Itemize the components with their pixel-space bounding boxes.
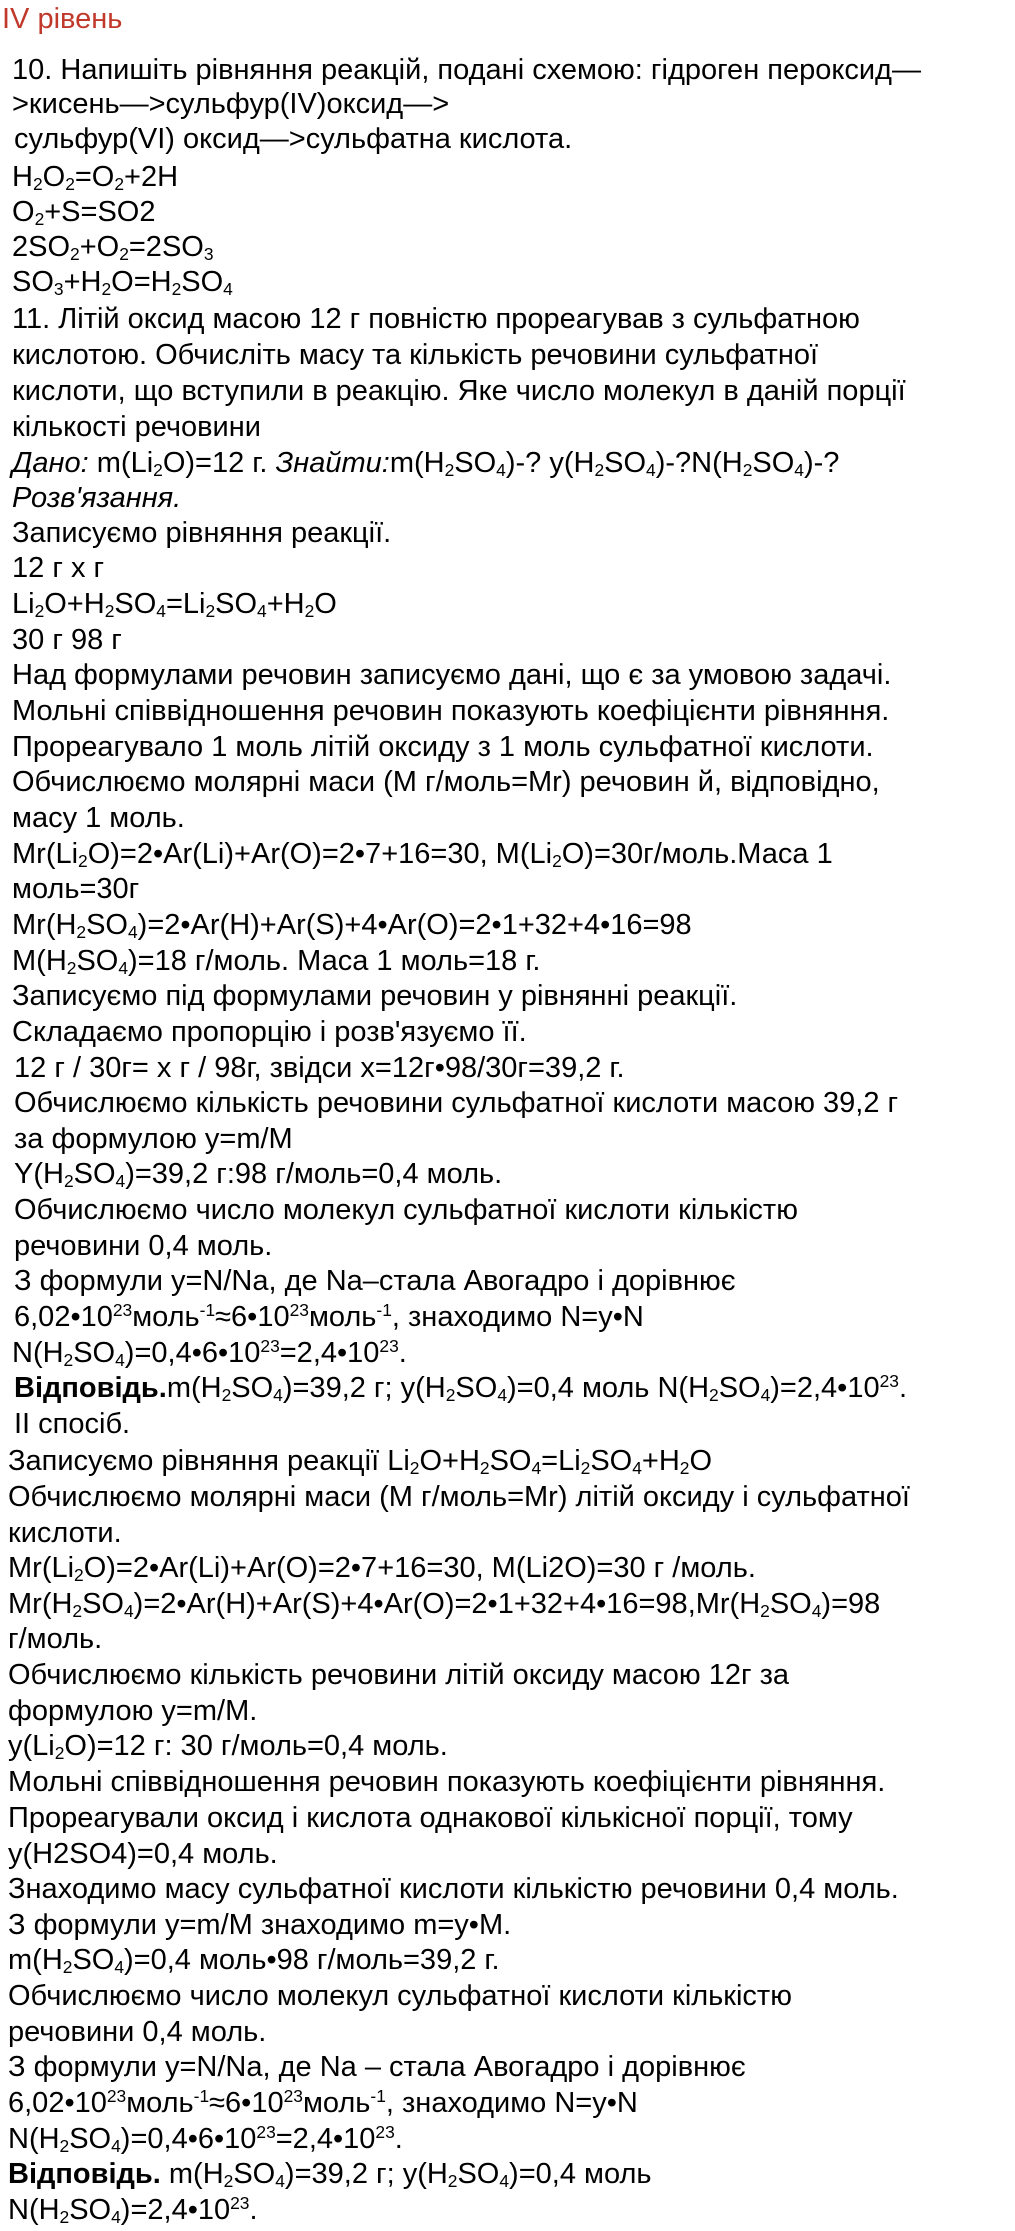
text-segment: моль=30г (12, 873, 140, 905)
text-segment: 4 (760, 1385, 771, 1406)
text-segment: =2SO (128, 231, 204, 263)
text-segment: 2 (59, 2207, 70, 2228)
text-segment: Відповідь. (8, 2158, 161, 2190)
text-segment: SO (76, 945, 119, 977)
text-segment: 2 (709, 1385, 719, 1406)
text-segment: Складаємо пропорцію і розв'язуємо її. (12, 1016, 527, 1048)
text-segment: 4 (499, 2171, 510, 2192)
text-line (8, 1550, 756, 1589)
text-segment: SO (86, 909, 128, 941)
text-segment: Обчислюємо молярні маси (M г/моль=Mr) речовин й, відповідно, (12, 766, 880, 798)
text-segment: сульфур(VI) оксид—>сульфатна кислота. (14, 123, 573, 155)
text-segment: 2 (679, 1458, 690, 1479)
text-segment: Мольні співвідношення речовин показують коефіцієнти рівняння. (8, 1766, 886, 1798)
text-segment: SO (752, 447, 795, 479)
text-line (8, 1479, 910, 1515)
text-segment: 2 (101, 279, 112, 300)
text-line (12, 52, 921, 88)
text-segment: 4 (128, 922, 138, 943)
text-segment: )=2,4•10 (770, 1372, 880, 1404)
text-segment: 4 (531, 1458, 542, 1479)
text-segment: 4 (156, 601, 166, 622)
text-line (14, 1192, 798, 1228)
text-segment: 3 (203, 244, 214, 265)
text-segment: 4 (115, 1350, 125, 1371)
text-segment: SO (12, 266, 54, 298)
text-line (8, 2156, 651, 2195)
text-line (12, 1335, 407, 1374)
text-segment: O (689, 1445, 713, 1477)
text-segment: )=2,4•10 (120, 2194, 231, 2226)
text-segment: y(H2SO4)=0,4 моль. (8, 1838, 278, 1870)
text-line (12, 409, 261, 445)
text-segment: Mr(H (8, 1588, 73, 1620)
text-segment: M(H (12, 945, 67, 977)
text-segment: 4 (257, 601, 267, 622)
text-segment: Над формулами речовин записуємо дані, що є за умовою задачі. (12, 659, 892, 691)
text-segment: 12 г / 30г= х г / 98г, звідси х=12г•98/30г=39,2 г. (14, 1052, 625, 1084)
text-segment: , знаходимо N=y•N (385, 2087, 638, 2119)
text-line (8, 1871, 899, 1907)
text-line (12, 657, 891, 693)
text-line (12, 871, 139, 907)
text-segment: O)=30г/моль.Маса 1 (561, 838, 833, 870)
text-segment: O)=12 г. (162, 447, 276, 479)
text-line (12, 445, 839, 484)
text-segment: кислоти, що вступили в реакцію. Яке число молекул в даній порції (12, 375, 906, 407)
text-segment: З формули y=m/M знаходимо m=y•M. (8, 1909, 512, 1941)
text-segment: 2 (34, 209, 45, 230)
text-segment: y(Li (8, 1730, 55, 1762)
text-line (8, 1907, 511, 1943)
text-segment: 2 (580, 1458, 591, 1479)
text-segment: 3 (53, 279, 64, 300)
text-segment: 4 (632, 1458, 642, 1479)
text-segment: 23 (106, 2086, 127, 2107)
text-segment: Прореагували оксид і кислота однакової кількісної порції, тому (8, 1802, 853, 1834)
text-segment: г/моль. (8, 1623, 103, 1655)
text-line (12, 515, 391, 551)
text-segment: SO (231, 1372, 274, 1404)
text-line (8, 1728, 448, 1767)
text-line (14, 121, 572, 157)
text-segment: O (12, 196, 35, 228)
text-line (8, 1443, 712, 1482)
text-segment: 4 (118, 958, 129, 979)
text-segment: речовини 0,4 моль. (14, 1230, 273, 1262)
text-segment: >кисень—>сульфур(IV)оксид—> (12, 88, 450, 120)
text-segment: 2 (479, 1458, 490, 1479)
level-heading: IV рівень (2, 3, 123, 35)
text-segment: масу 1 моль. (12, 802, 185, 834)
text-segment: ≈6•10 (215, 1301, 290, 1333)
text-segment: 2 (54, 1743, 65, 1764)
text-segment: SO (215, 588, 258, 620)
text-line (8, 2192, 258, 2231)
text-segment: 2 (104, 601, 115, 622)
text-segment: Mr(Li (8, 1552, 75, 1584)
text-segment: 4 (275, 2171, 285, 2192)
text-segment: 4 (811, 1601, 822, 1622)
text-segment: Обчислюємо число молекул сульфатної кислоти кількістю (14, 1194, 798, 1226)
text-segment: 4 (115, 1171, 126, 1192)
text-segment: 2 (62, 1957, 73, 1978)
text-segment: +O (79, 231, 120, 263)
text-segment: =Li (541, 1445, 581, 1477)
text-segment: )-? y(H (505, 447, 595, 479)
text-segment: SO (82, 1588, 124, 1620)
text-segment: Y(H (14, 1158, 64, 1190)
text-segment: Записуємо під формулами речовин у рівнянні реакції. (12, 980, 738, 1012)
text-line (14, 1370, 907, 1409)
text-segment: SO (233, 2158, 276, 2190)
text-line (14, 1263, 736, 1299)
text-segment: SO (72, 1944, 115, 1976)
text-line (12, 480, 181, 516)
text-segment: )=39,2 г; y(H (284, 2158, 448, 2190)
text-segment: Дано: (12, 447, 89, 479)
text-segment: З формули y=N/Na, де Na–стала Авогадро і дорівнює (14, 1265, 736, 1297)
text-segment: O=H (111, 266, 172, 298)
text-line (8, 1586, 880, 1625)
text-segment: Обчислюємо молярні маси (M г/моль=Mr) літій оксиду і сульфатної (8, 1481, 910, 1513)
text-segment: моль (302, 2087, 371, 2119)
text-segment: 2 (447, 2171, 458, 2192)
text-segment: SO (454, 447, 497, 479)
text-line (8, 1978, 792, 2014)
text-segment: 23 (879, 1371, 899, 1392)
text-line (12, 1014, 527, 1050)
text-segment: 2 (65, 174, 75, 195)
text-segment: кількості речовини (12, 411, 261, 443)
text-segment: Записуємо рівняння реакції Li (8, 1445, 410, 1477)
text-segment: ІІ спосіб. (14, 1408, 131, 1440)
text-segment: )=0,4 моль N(H (506, 1372, 710, 1404)
text-segment: +S=SO2 (44, 196, 156, 228)
text-segment: Li (12, 588, 35, 620)
text-segment: 2 (409, 1458, 420, 1479)
text-segment: O)=12 г: 30 г/моль=0,4 моль. (64, 1730, 448, 1762)
text-line (14, 1299, 644, 1338)
text-segment: кислотою. Обчисліть масу та кількість речовини сульфатної (12, 339, 819, 371)
text-segment: Mr(Li (12, 838, 79, 870)
text-segment: 2 (594, 460, 605, 481)
text-segment: 2 (74, 1565, 84, 1586)
text-segment: )=98 (821, 1588, 881, 1620)
text-segment: Записуємо рівняння реакції. (12, 517, 392, 549)
text-segment: 2 (72, 1601, 83, 1622)
text-segment: O+H (44, 588, 105, 620)
text-segment: Знайти: (275, 447, 390, 479)
text-segment: =2,4•10 (279, 1337, 380, 1369)
text-segment: SO (455, 1372, 498, 1404)
text-segment: 2 (66, 958, 77, 979)
text-line (12, 86, 449, 122)
text-segment: 2 (119, 244, 129, 265)
text-segment: 2 (205, 601, 216, 622)
text-segment: 4 (794, 460, 804, 481)
text-segment: O+H (419, 1445, 480, 1477)
text-segment: )=0,4 моль•98 г/моль=39,2 г. (124, 1944, 500, 1976)
text-line (14, 1121, 293, 1157)
text-segment: 23 (260, 1336, 280, 1357)
text-segment: 2 (742, 460, 753, 481)
text-line (8, 1515, 122, 1551)
text-segment: 2 (76, 922, 87, 943)
text-segment: Розв'язання. (12, 482, 182, 514)
text-segment: SO (73, 1337, 116, 1369)
text-segment: 2 (78, 851, 88, 872)
text-segment: N(H (12, 1337, 64, 1369)
text-segment: Прореагувало 1 моль літій оксиду з 1 моль сульфатної кислоти. (12, 731, 874, 763)
text-segment: 4 (114, 1957, 125, 1978)
text-segment: Mr(H (12, 909, 77, 941)
text-line (14, 1406, 130, 1442)
text-line (12, 978, 737, 1014)
text-segment: )=0,4•6•10 (124, 1337, 261, 1369)
text-segment: . (249, 2194, 258, 2226)
text-segment: 2 (114, 174, 125, 195)
text-segment: SO (769, 1588, 812, 1620)
text-line (12, 693, 889, 729)
text-line (8, 2014, 266, 2050)
text-segment: )=0,4•6•10 (120, 2123, 257, 2155)
text-segment: речовини 0,4 моль. (8, 2016, 267, 2048)
text-segment: Знаходимо масу сульфатної кислоти кількістю речовини 0,4 моль. (8, 1873, 899, 1905)
text-segment: моль (126, 2087, 194, 2119)
text-line (14, 1085, 898, 1121)
text-segment: . (398, 1337, 407, 1369)
text-segment: 4 (111, 2207, 121, 2228)
text-segment: З формули y=N/Na, де Na – стала Авогадро і дорівнює (8, 2051, 746, 2083)
text-segment: 4 (111, 2136, 121, 2157)
text-segment: 4 (223, 279, 233, 300)
text-line (8, 1942, 500, 1981)
text-segment: 2 (444, 460, 455, 481)
text-line (12, 159, 178, 198)
text-segment: Відповідь. (14, 1372, 167, 1404)
text-segment: 2 (760, 1601, 770, 1622)
text-line (12, 301, 860, 337)
text-line (8, 2049, 746, 2085)
text-segment: 2 (171, 279, 182, 300)
text-segment: Обчислюємо кількість речовини сульфатної кислоти масою 39,2 г (14, 1087, 899, 1119)
text-segment: )=39,2 г; y(H (282, 1372, 446, 1404)
text-segment: SO (181, 266, 224, 298)
text-segment: 11. Літій оксид масою 12 г повністю прореагував з сульфатною (12, 303, 860, 335)
text-line (8, 2085, 638, 2124)
text-segment: )=0,4 моль (509, 2158, 652, 2190)
text-segment: 23 (375, 2122, 395, 2143)
text-segment: 2 (59, 2136, 70, 2157)
text-segment: моль (132, 1301, 200, 1333)
text-segment: =2,4•10 (275, 2123, 376, 2155)
text-line (12, 373, 906, 409)
text-segment: )=39,2 г:98 г/моль=0,4 моль. (125, 1158, 503, 1190)
text-segment: m(H (166, 1372, 222, 1404)
text-segment: 12 г х г (12, 552, 105, 584)
text-line (8, 1621, 102, 1657)
text-segment: H (12, 161, 33, 193)
text-segment: m(H (389, 447, 445, 479)
text-segment: SO (457, 2158, 500, 2190)
text-segment: 4 (497, 1385, 507, 1406)
text-line (12, 622, 122, 658)
text-segment: 2 (221, 1385, 232, 1406)
text-segment: )=18 г/моль. Маса 1 моль=18 г. (128, 945, 541, 977)
text-line (12, 943, 540, 982)
text-segment: -1 (376, 1300, 392, 1321)
text-segment: +H (63, 266, 102, 298)
text-line (12, 907, 692, 946)
text-line (12, 764, 880, 800)
text-segment: 2 (63, 1350, 74, 1371)
text-line (12, 550, 104, 586)
text-segment: 2 (34, 601, 45, 622)
text-segment: формулою y=m/M. (8, 1695, 258, 1727)
text-line (12, 729, 874, 765)
text-segment: m(H (8, 1944, 63, 1976)
text-segment: N(H (8, 2123, 60, 2155)
text-line (8, 1800, 853, 1836)
text-segment: 23 (289, 1300, 309, 1321)
text-segment: )-? (803, 447, 840, 479)
text-line (12, 194, 155, 233)
text-line (12, 337, 818, 373)
text-segment: 23 (379, 1336, 399, 1357)
text-segment: Обчислюємо кількість речовини літій оксиду масою 12г за (8, 1659, 790, 1691)
text-segment: m(H (160, 2158, 224, 2190)
text-segment: 4 (273, 1385, 283, 1406)
text-line (8, 1657, 789, 1693)
text-segment: +2H (124, 161, 179, 193)
text-segment: SO (114, 588, 157, 620)
text-line (12, 836, 833, 875)
text-segment: m(Li (88, 447, 154, 479)
text-segment: SO (590, 1445, 633, 1477)
text-line (12, 264, 233, 303)
text-segment: +H (266, 588, 305, 620)
text-line (8, 1836, 278, 1872)
text-segment: SO (69, 2123, 112, 2155)
text-segment: 4 (646, 460, 656, 481)
text-segment: )-?N(H (655, 447, 743, 479)
text-segment: O)=2•Ar(Li)+Ar(O)=2•7+16=30, M(Li (87, 838, 553, 870)
text-segment: за формулою y=m/M (14, 1123, 293, 1155)
text-segment: SO (489, 1445, 532, 1477)
text-segment: +H (641, 1445, 680, 1477)
text-segment: 10. Напишіть рівняння реакцій, подані схемою: гідроген пероксид— (12, 54, 921, 86)
text-segment: 2 (70, 244, 80, 265)
text-segment: =Li (165, 588, 206, 620)
text-segment: SO (604, 447, 647, 479)
text-segment: ≈6•10 (209, 2087, 284, 2119)
text-segment: 6,02•10 (8, 2087, 107, 2119)
text-segment: -1 (199, 1300, 216, 1321)
text-segment: O (314, 588, 337, 620)
text-segment: 4 (496, 460, 506, 481)
text-line (12, 586, 337, 625)
text-line (8, 2121, 403, 2160)
text-segment: , знаходимо N=y•N (391, 1301, 644, 1333)
text-segment: 2SO (12, 231, 71, 263)
text-segment: =O (74, 161, 115, 193)
text-segment: )=2•Ar(H)+Ar(S)+4•Ar(O)=2•1+32+4•16=98 (137, 909, 692, 941)
text-segment: 2 (63, 1171, 74, 1192)
text-segment: N(H (8, 2194, 60, 2226)
text-segment: 2 (304, 601, 315, 622)
text-segment: 23 (230, 2193, 250, 2214)
text-line (14, 1228, 272, 1264)
text-segment: 23 (283, 2086, 303, 2107)
text-segment: SO (73, 1158, 116, 1190)
text-segment: 2 (32, 174, 43, 195)
text-segment: )=2•Ar(H)+Ar(S)+4•Ar(O)=2•1+32+4•16=98,Mr(H (133, 1588, 761, 1620)
text-segment: 2 (223, 2171, 234, 2192)
text-line (8, 1693, 257, 1729)
text-segment: 23 (112, 1300, 133, 1321)
text-segment: 30 г 98 г (12, 624, 122, 656)
text-line (12, 800, 185, 836)
text-segment: -1 (193, 2086, 210, 2107)
text-segment: 2 (153, 460, 163, 481)
text-segment: 2 (552, 851, 562, 872)
text-segment: моль (308, 1301, 377, 1333)
text-segment: O (42, 161, 66, 193)
text-segment: 6,02•10 (14, 1301, 113, 1333)
text-segment: . (394, 2123, 403, 2155)
text-line (8, 1764, 885, 1800)
text-line (14, 1050, 625, 1086)
text-segment: O)=2•Ar(Li)+Ar(O)=2•7+16=30, M(Li2O)=30 г /моль. (83, 1552, 756, 1584)
text-segment: -1 (370, 2086, 386, 2107)
text-segment: SO (69, 2194, 112, 2226)
text-line (12, 229, 214, 268)
text-segment: 23 (256, 2122, 276, 2143)
text-segment: Обчислюємо число молекул сульфатної кислоти кількістю (8, 1980, 792, 2012)
text-segment: . (898, 1372, 907, 1404)
text-segment: 4 (124, 1601, 134, 1622)
text-segment: 2 (445, 1385, 456, 1406)
text-segment: Мольні співвідношення речовин показують коефіцієнти рівняння. (12, 695, 890, 727)
text-line (14, 1156, 502, 1195)
text-segment: SO (718, 1372, 761, 1404)
text-segment: кислоти. (8, 1517, 122, 1549)
